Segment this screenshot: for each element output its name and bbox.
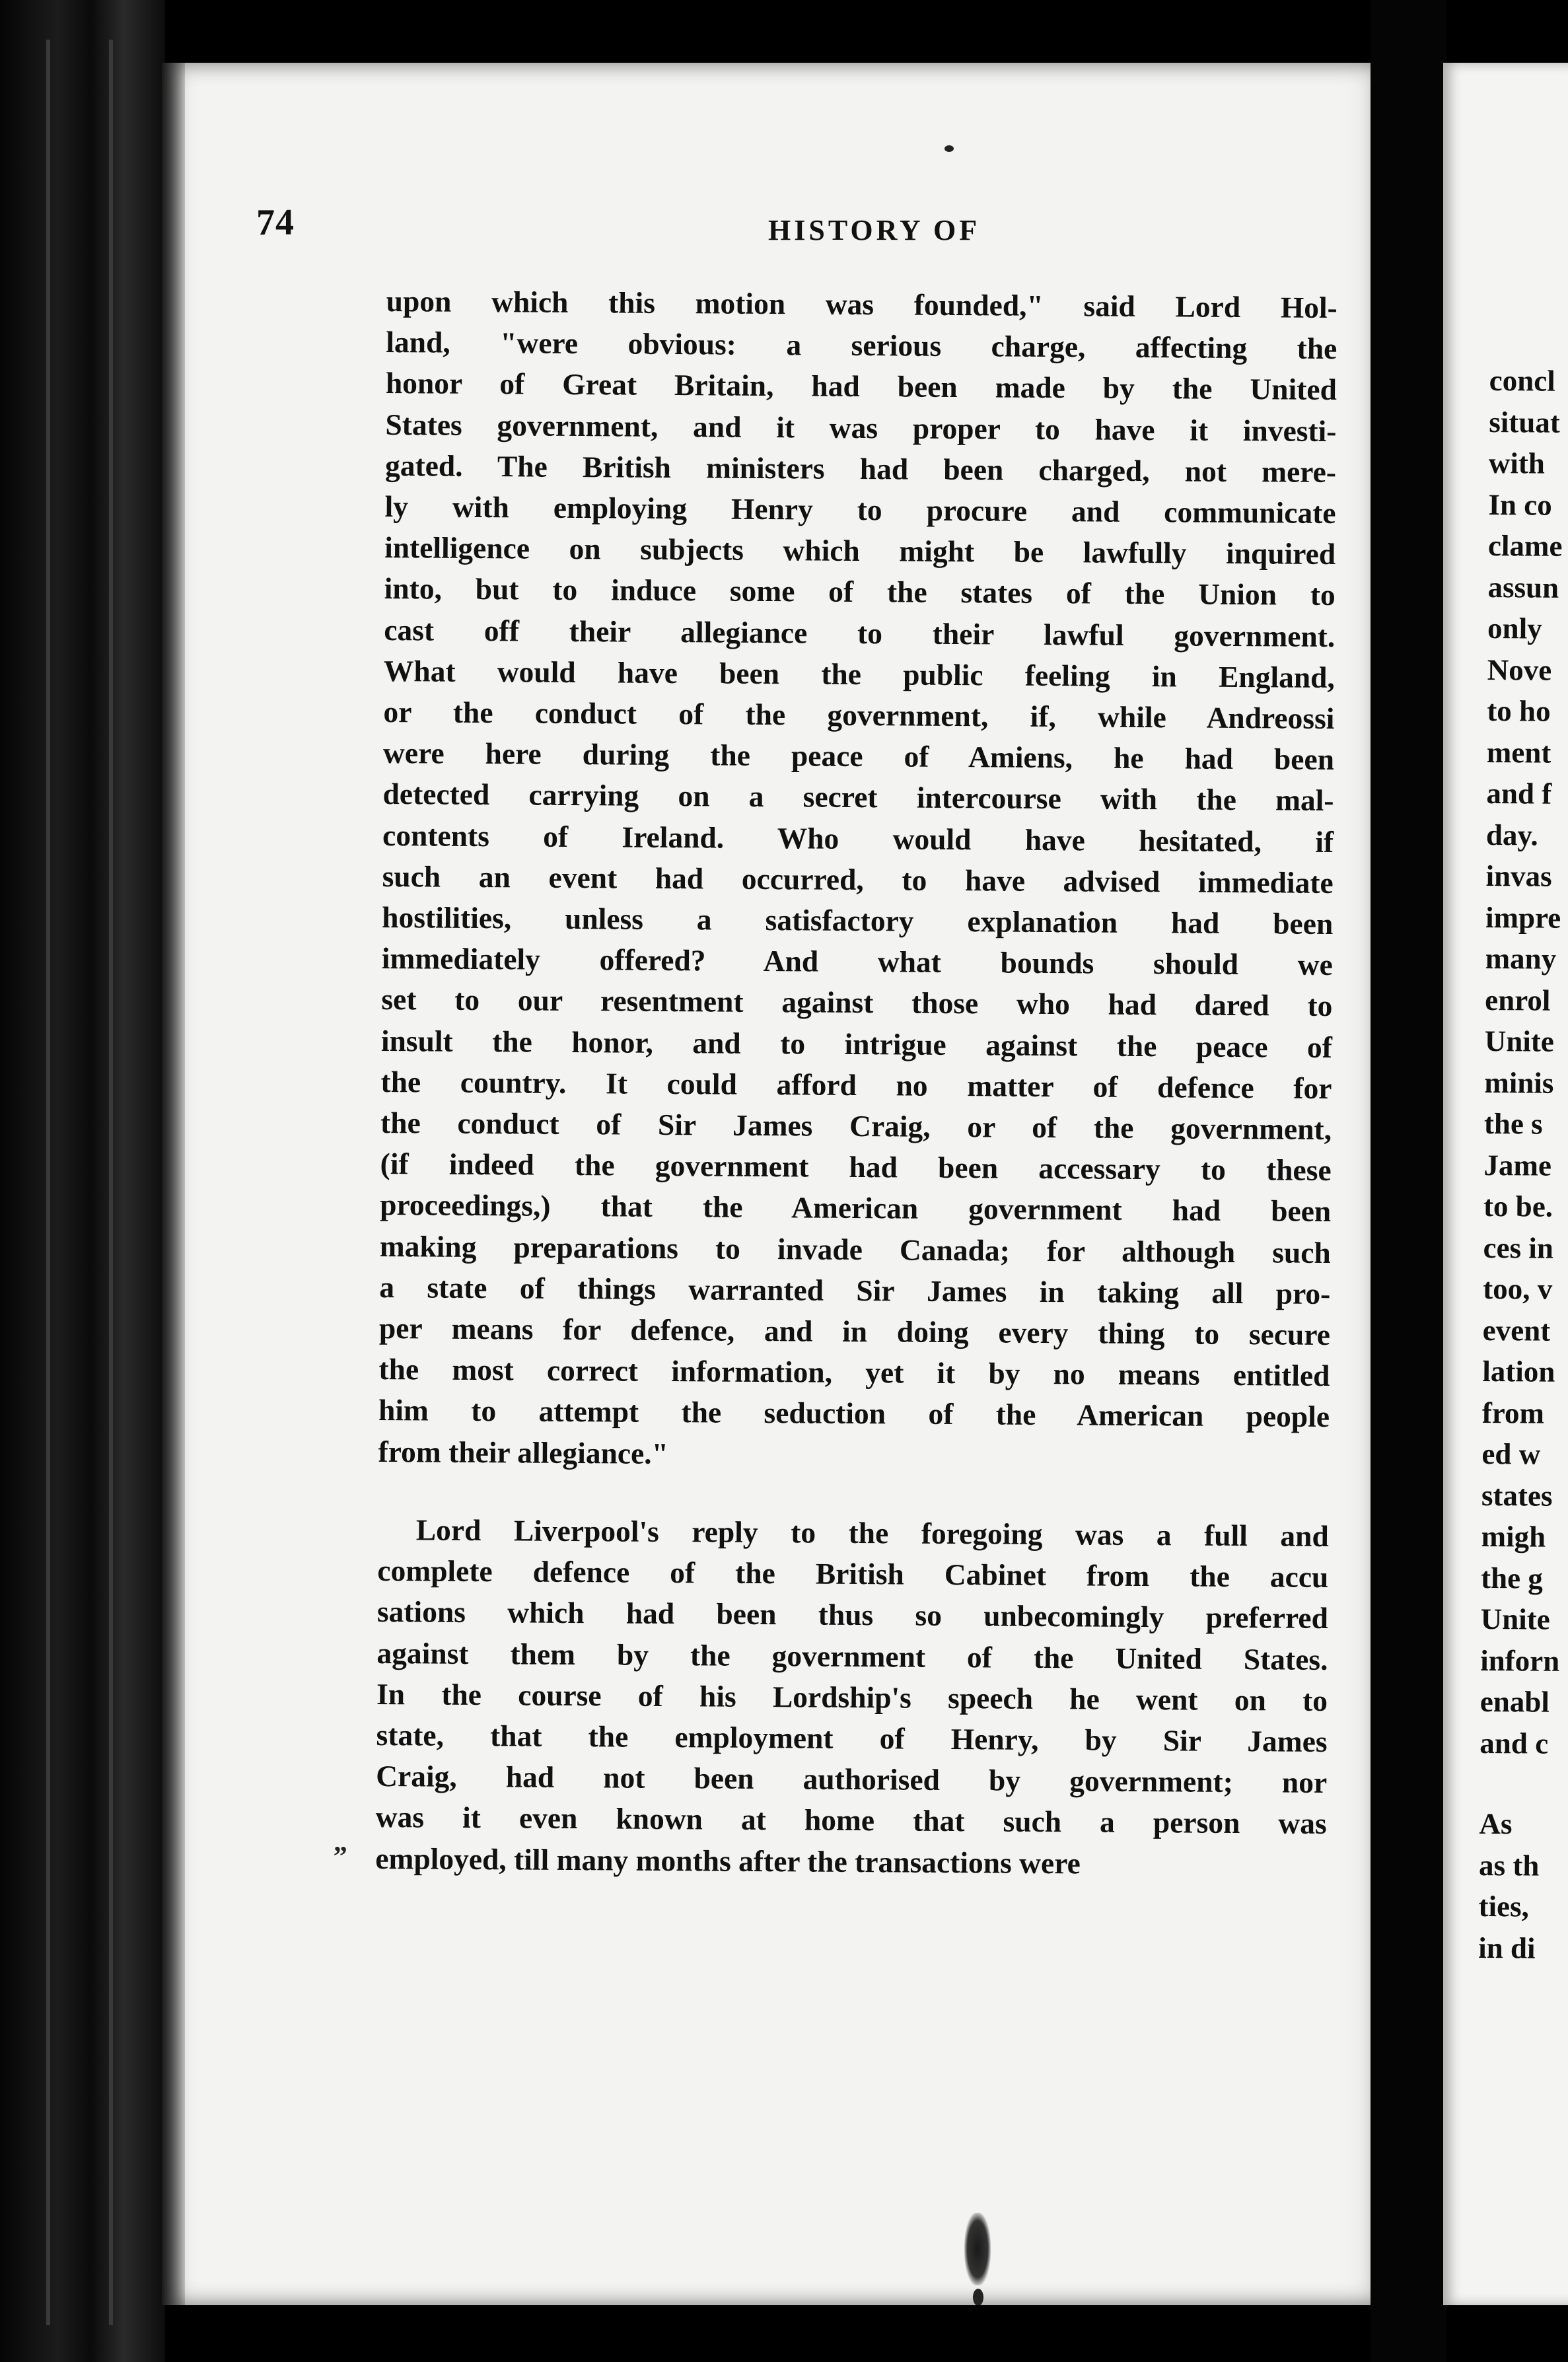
- text-line: detected carrying on a secret intercourse with the mal-: [382, 777, 1334, 818]
- text-fragment: invas: [1485, 859, 1552, 893]
- text-fragment: inforn: [1480, 1643, 1560, 1678]
- text-line: insult the honor, and to intrigue against the peace of: [380, 1023, 1333, 1064]
- text-fragment: in di: [1478, 1931, 1536, 1965]
- text-line: What would have been the public feeling in England,: [383, 653, 1336, 694]
- page-number: 74: [256, 202, 295, 243]
- text-fragment: concl: [1489, 363, 1555, 398]
- text-line: upon which this motion was founded," said Lord Hol-: [386, 283, 1337, 325]
- text-fragment: minis: [1484, 1065, 1554, 1100]
- text-fragment: ties,: [1478, 1889, 1530, 1923]
- text-fragment: too, v: [1483, 1271, 1553, 1306]
- text-line: contents of Ireland. Who would have hesitated, if: [382, 818, 1334, 859]
- binding-edge: [109, 40, 113, 2325]
- text-line: In the course of his Lordship's speech he went on to: [376, 1676, 1328, 1717]
- text-line: him to attempt the seduction of the American people: [378, 1393, 1330, 1434]
- ink-blot: [964, 2213, 991, 2285]
- text-fragment: ces in: [1483, 1231, 1554, 1265]
- page-gutter-shadow: [162, 63, 185, 2305]
- text-line: proceedings,) that the American government had been: [380, 1188, 1332, 1229]
- text-fragment: ment: [1486, 735, 1551, 769]
- text-fragment: Jame: [1483, 1148, 1552, 1182]
- text-fragment: situat: [1489, 405, 1561, 439]
- text-line: were here during the peace of Amiens, he had been: [382, 736, 1335, 777]
- paragraph: [375, 1509, 1329, 1886]
- text-line: hostilities, unless a satisfactory explanation had been: [382, 900, 1334, 941]
- paragraph-gap: [1479, 1764, 1568, 1804]
- text-fragment: clame: [1487, 528, 1563, 563]
- text-line: States government, and it was proper to have it investi-: [385, 407, 1337, 448]
- book-binding: [0, 0, 165, 2362]
- text-fragment: Nove: [1487, 653, 1552, 687]
- text-fragment: ed w: [1481, 1437, 1541, 1471]
- text-line: or the conduct of the government, if, while Andreossi: [383, 695, 1335, 736]
- text-fragment: from: [1481, 1396, 1545, 1430]
- text-line: complete defence of the British Cabinet from the accu: [377, 1554, 1329, 1594]
- text-line: such an event had occurred, to have advised immediate: [382, 859, 1334, 900]
- text-line: cast off their allegiance to their lawful government.: [384, 612, 1336, 653]
- text-fragment: In co: [1488, 487, 1552, 522]
- right-page-edge: [1443, 63, 1568, 2305]
- text-line: from their allegiance.": [378, 1434, 669, 1470]
- text-fragment: to ho: [1487, 694, 1551, 728]
- text-fragment: and c: [1479, 1726, 1549, 1760]
- right-page-text: [1478, 360, 1568, 1969]
- text-line: per means for defence, and in doing every thing to secure: [378, 1311, 1331, 1352]
- text-fragment: assun: [1487, 570, 1559, 604]
- text-line: making preparations to invade Canada; for although such: [379, 1229, 1331, 1270]
- text-line: honor of Great Britain, had been made by the United: [385, 366, 1337, 407]
- text-line: gated. The British ministers had been charged, not mere-: [384, 448, 1337, 489]
- text-line: a state of things warranted Sir James in taking all pro-: [379, 1270, 1331, 1310]
- text-line: ly with employing Henry to procure and communicate: [384, 489, 1336, 530]
- text-fragment: as th: [1478, 1848, 1540, 1882]
- text-fragment: lation: [1482, 1354, 1555, 1388]
- text-line: Craig, had not been authorised by government; nor: [376, 1759, 1328, 1800]
- text-fragment: states: [1481, 1478, 1553, 1513]
- text-fragment: many: [1485, 941, 1557, 976]
- text-fragment: only: [1487, 611, 1542, 645]
- margin-mark: „: [334, 1827, 347, 1857]
- text-line: set to our resentment against those who had dared to: [381, 982, 1333, 1023]
- text-line: state, that the employment of Henry, by Sir James: [376, 1717, 1328, 1758]
- text-line: was it even known at home that such a person was: [375, 1800, 1327, 1841]
- text-line: (if indeed the government had been accessary to these: [380, 1147, 1332, 1188]
- text-fragment: the s: [1483, 1106, 1543, 1141]
- text-line: immediately offered? And what bounds should we: [381, 941, 1333, 982]
- paragraph: [378, 281, 1337, 1479]
- text-line: land, "were obvious: a serious charge, affecting the: [386, 325, 1337, 366]
- text-line: the conduct of Sir James Craig, or of the government,: [380, 1106, 1332, 1147]
- text-fragment: with: [1488, 446, 1546, 480]
- text-fragment: to be.: [1483, 1189, 1553, 1223]
- paragraph-gap: [378, 1472, 1329, 1516]
- text-line: against them by the government of the United States.: [376, 1635, 1328, 1676]
- body-text: [375, 281, 1337, 1886]
- text-fragment: day.: [1485, 818, 1538, 852]
- text-fragment: enrol: [1485, 983, 1551, 1017]
- text-fragment: Unite: [1484, 1024, 1554, 1058]
- running-head: [256, 201, 1339, 261]
- ink-blot: [973, 2289, 983, 2305]
- text-line: the country. It could afford no matter of defence for: [380, 1064, 1332, 1105]
- text-fragment: impre: [1485, 900, 1561, 935]
- running-head-title: HISTORY OF: [768, 214, 981, 246]
- text-line: Lord Liverpool's reply to the foregoing was a full and: [415, 1513, 1329, 1553]
- text-fragment: the g: [1480, 1561, 1544, 1595]
- text-fragment: As: [1479, 1807, 1513, 1841]
- text-fragment: event: [1482, 1313, 1551, 1347]
- text-line: the most correct information, yet it by no means entitled: [378, 1352, 1330, 1393]
- page-speck: [944, 145, 954, 152]
- text-line: sations which had been thus so unbecomingly preferred: [376, 1594, 1329, 1635]
- text-line: intelligence on subjects which might be lawfully inquired: [384, 530, 1336, 571]
- text-fragment: Unite: [1480, 1602, 1550, 1636]
- text-fragment: enabl: [1479, 1684, 1550, 1719]
- text-fragment: and f: [1486, 776, 1552, 810]
- page-gap: [1371, 0, 1446, 2362]
- binding-edge: [46, 40, 50, 2325]
- text-line: into, but to induce some of the states of the Union to: [384, 571, 1336, 612]
- text-line: employed, till many months after the transactions were: [375, 1841, 1081, 1880]
- text-fragment: migh: [1481, 1519, 1546, 1554]
